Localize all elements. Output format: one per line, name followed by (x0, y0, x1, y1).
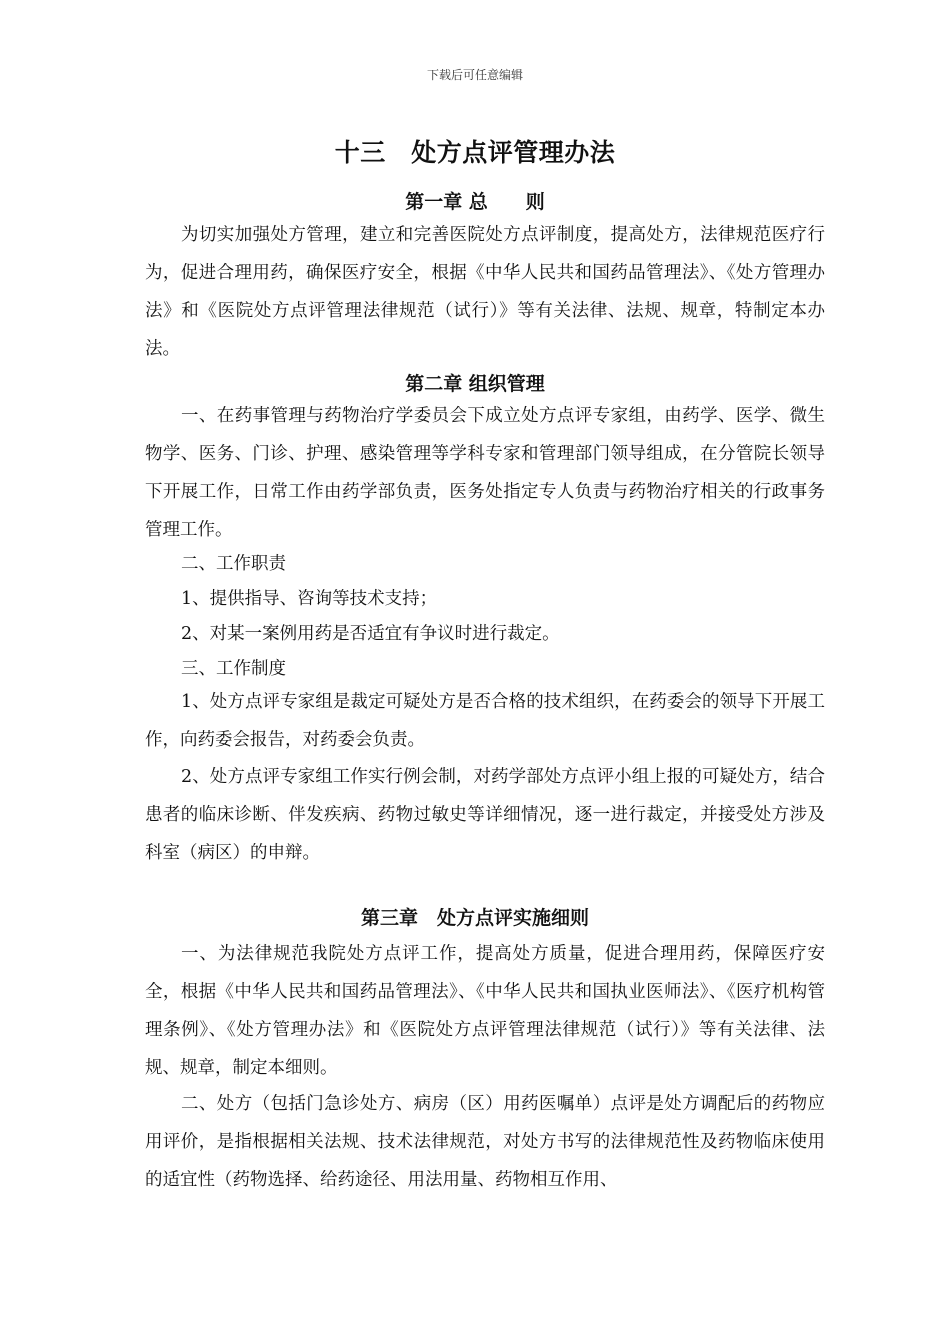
chapter-3-paragraph-1: 一、为法律规范我院处方点评工作，提高处方质量，促进合理用药，保障医疗安全，根据《中华人民共和国药品管理法》、《中华人民共和国执业医师法》、《医疗机构管理条例》、《处方管理办法》和《医院处方点评管理法律规范（试行）》等有关法律、法规、规章，制定本细则。 (145, 944, 825, 1078)
chapter-2-paragraph-1: 一、在药事管理与药物治疗学委员会下成立处方点评专家组，由药学、医学、微生物学、医务、门诊、护理、感染管理等学科专家和管理部门领导组成，在分管院长领导下开展工作，日常工作由药学部负责，医务处指定专人负责与药物治疗相关的行政事务管理工作。 (145, 406, 825, 540)
header-note: 下载后可任意编辑 (426, 68, 523, 82)
chapter-2-paragraph-6: 1、处方点评专家组是裁定可疑处方是否合格的技术组织，在药委会的领导下开展工作，向药委会报告，对药委会负责。 (145, 692, 825, 750)
chapter-3-paragraph-2: 二、处方（包括门急诊处方、病房（区）用药医嘱单）点评是处方调配后的药物应用评价，是指根据相关法规、技术法律规范，对处方书写的法律规范性及药物临床使用的适宜性（药物选择、给药途径、用法用量、药物相互作用、 (145, 1094, 825, 1190)
chapter-2-heading: 第二章 组织管理 (405, 373, 545, 395)
chapter-2-paragraph-4: 2、对某一案例用药是否适宜有争议时进行裁定。 (181, 624, 560, 644)
chapter-1-paragraph-1: 为切实加强处方管理，建立和完善医院处方点评制度，提高处方，法律规范医疗行为，促进合理用药，确保医疗安全，根据《中华人民共和国药品管理法》、《处方管理办法》和《医院处方点评管理法律规范（试行）》等有关法律、法规、规章，特制定本办法。 (145, 225, 825, 359)
chapter-1-heading: 第一章 总 则 (405, 191, 545, 213)
chapter-2-paragraph-3: 1、提供指导、咨询等技术支持； (181, 589, 438, 609)
document-title: 十三 处方点评管理办法 (334, 138, 616, 167)
chapter-2-paragraph-5: 三、工作制度 (181, 659, 286, 679)
chapter-3-heading: 第三章 处方点评实施细则 (360, 907, 589, 929)
chapter-2-paragraph-7: 2、处方点评专家组工作实行例会制，对药学部处方点评小组上报的可疑处方，结合患者的临床诊断、伴发疾病、药物过敏史等详细情况，逐一进行裁定，并接受处方涉及科室（病区）的申辩。 (145, 767, 825, 863)
chapter-2-paragraph-2: 二、工作职责 (181, 554, 286, 574)
